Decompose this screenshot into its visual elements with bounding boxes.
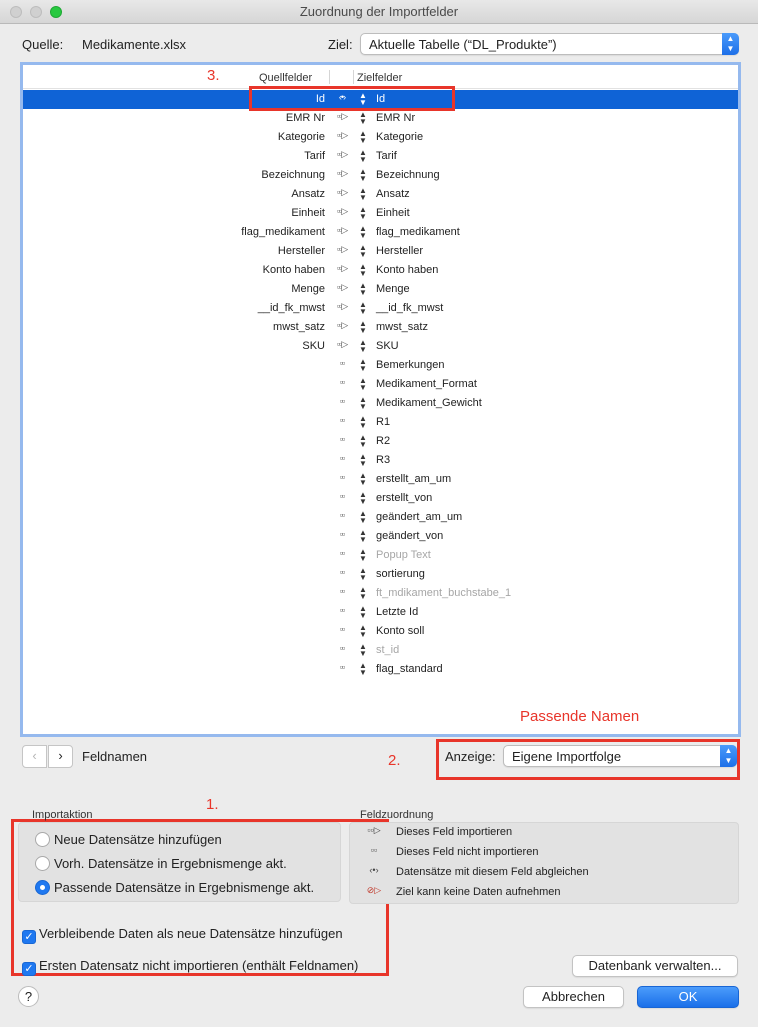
- field-mapping-label: Feldzuordnung: [360, 809, 434, 821]
- radio-icon[interactable]: [35, 832, 50, 847]
- anzeige-popup-value: Eigene Importfolge: [512, 749, 622, 764]
- reorder-handle-icon[interactable]: ▲ ▼: [359, 338, 367, 354]
- table-row[interactable]: [23, 242, 738, 261]
- next-record-button[interactable]: ›: [48, 745, 73, 768]
- annotation-step-1: 1.: [206, 796, 219, 813]
- mapping-arrow-icon[interactable]: ▫▫: [339, 605, 345, 615]
- mapping-arrow-icon[interactable]: ▫▫: [339, 586, 345, 596]
- table-row[interactable]: [23, 166, 738, 185]
- reorder-handle-icon[interactable]: ▲ ▼: [359, 262, 367, 278]
- window-title: Zuordnung der Importfelder: [299, 4, 459, 19]
- reorder-handle-icon[interactable]: ▲ ▼: [359, 585, 367, 601]
- mapping-arrow-icon[interactable]: ▫▫: [339, 491, 345, 501]
- target-popup-value: Aktuelle Tabelle (“DL_Produkte”): [369, 37, 557, 52]
- source-field: Tarif: [304, 150, 325, 162]
- table-row[interactable]: [23, 109, 738, 128]
- reorder-handle-icon[interactable]: ▲ ▼: [359, 642, 367, 658]
- table-row[interactable]: [23, 261, 738, 280]
- table-row[interactable]: [23, 299, 738, 318]
- source-field: Kategorie: [277, 131, 325, 143]
- table-row[interactable]: [23, 603, 738, 622]
- table-row[interactable]: [23, 337, 738, 356]
- reorder-handle-icon[interactable]: ▲ ▼: [359, 167, 367, 183]
- table-row[interactable]: [23, 413, 738, 432]
- table-row[interactable]: [23, 527, 738, 546]
- reorder-handle-icon[interactable]: ▲ ▼: [359, 148, 367, 164]
- reorder-handle-icon[interactable]: ▲ ▼: [359, 452, 367, 468]
- table-row[interactable]: [23, 660, 738, 679]
- target-field: geändert_am_um: [376, 511, 463, 523]
- table-row[interactable]: [23, 318, 738, 337]
- anzeige-label: Anzeige:: [445, 749, 496, 764]
- prev-record-button[interactable]: ‹: [22, 745, 47, 768]
- target-field: SKU: [376, 340, 399, 352]
- target-field: EMR Nr: [376, 112, 416, 124]
- legend-import-text: Dieses Feld importieren: [396, 826, 513, 838]
- table-row[interactable]: [23, 128, 738, 147]
- cancel-button[interactable]: Abbrechen: [523, 986, 624, 1008]
- radio-icon[interactable]: [35, 856, 50, 871]
- mapping-arrow-icon[interactable]: ▫▫▷: [336, 168, 348, 178]
- field-names-label: Feldnamen: [82, 749, 148, 764]
- target-field: ft_mdikament_buchstabe_1: [376, 587, 512, 599]
- reorder-handle-icon[interactable]: ▲ ▼: [359, 395, 367, 411]
- mapping-arrow-icon[interactable]: ▫▫: [339, 510, 345, 520]
- checkbox-add-remaining[interactable]: [22, 926, 343, 944]
- mapping-arrow-icon[interactable]: ▫▫: [339, 415, 345, 425]
- source-field: Ansatz: [291, 188, 325, 200]
- checkmark-icon[interactable]: ✓: [22, 930, 36, 944]
- radio-add-new-label: Neue Datensätze hinzufügen: [54, 832, 222, 847]
- checkmark-icon[interactable]: ✓: [22, 962, 36, 976]
- annotation-box-id-row: [249, 86, 455, 111]
- chevron-updown-icon: ▲ ▼: [722, 33, 739, 55]
- target-field: R3: [376, 454, 391, 466]
- source-label: Quelle:: [22, 37, 64, 52]
- table-row[interactable]: [23, 147, 738, 166]
- reorder-handle-icon[interactable]: ▲ ▼: [359, 357, 367, 373]
- source-field: EMR Nr: [285, 112, 325, 124]
- header-divider: [329, 70, 330, 84]
- header-divider: [353, 70, 354, 84]
- mapping-arrow-icon[interactable]: ▫▫▷: [336, 225, 348, 235]
- annotation-step-2: 2.: [388, 752, 401, 769]
- mapping-arrow-icon[interactable]: ▫▫▷: [336, 263, 348, 273]
- target-popup[interactable]: [360, 33, 739, 55]
- mapping-arrow-icon[interactable]: ▫▫: [339, 358, 345, 368]
- table-row[interactable]: [23, 394, 738, 413]
- reorder-handle-icon[interactable]: ▲ ▼: [359, 376, 367, 392]
- mapping-arrow-icon[interactable]: ▫▫: [339, 529, 345, 539]
- reorder-handle-icon[interactable]: ▲ ▼: [359, 623, 367, 639]
- table-row[interactable]: [23, 508, 738, 527]
- import-arrow-icon: ▫▫▷: [367, 825, 381, 835]
- target-field: geändert_von: [376, 530, 444, 542]
- mapping-arrow-icon[interactable]: ▫▫: [339, 548, 345, 558]
- target-field: Letzte Id: [376, 606, 419, 618]
- reorder-handle-icon[interactable]: ▲ ▼: [359, 224, 367, 240]
- target-field: Popup Text: [376, 549, 431, 561]
- target-field: Id: [376, 93, 386, 105]
- reorder-handle-icon[interactable]: ▲ ▼: [359, 243, 367, 259]
- import-action-label: Importaktion: [32, 809, 93, 821]
- target-field: mwst_satz: [376, 321, 428, 333]
- checkbox-skip-first-row-label: Ersten Datensatz nicht importieren (enthält Feldnamen): [39, 958, 359, 973]
- table-row[interactable]: [23, 451, 738, 470]
- mapping-arrow-icon[interactable]: ‹•›: [338, 92, 346, 102]
- source-file: Medikamente.xlsx: [82, 37, 187, 52]
- reorder-handle-icon[interactable]: ▲ ▼: [359, 604, 367, 620]
- reorder-handle-icon[interactable]: ▲ ▼: [359, 433, 367, 449]
- mapping-arrow-icon[interactable]: ▫▫▷: [336, 149, 348, 159]
- mapping-arrow-icon[interactable]: ▫▫: [339, 472, 345, 482]
- radio-update-existing[interactable]: [35, 856, 287, 871]
- target-field: sortierung: [376, 568, 425, 580]
- help-button[interactable]: ?: [18, 986, 39, 1007]
- reorder-handle-icon[interactable]: ▲ ▼: [359, 528, 367, 544]
- reorder-handle-icon[interactable]: ▲ ▼: [359, 414, 367, 430]
- radio-update-matching-label: Passende Datensätze in Ergebnismenge akt.: [54, 880, 315, 895]
- table-row[interactable]: [23, 356, 738, 375]
- mapping-arrow-icon[interactable]: ▫▫: [339, 396, 345, 406]
- legend-skip: [355, 842, 740, 862]
- reorder-handle-icon[interactable]: ▲ ▼: [359, 661, 367, 677]
- mapping-arrow-icon[interactable]: ▫▫: [339, 624, 345, 634]
- target-field: __id_fk_mwst: [376, 302, 444, 314]
- radio-selected-icon[interactable]: [35, 880, 50, 895]
- reorder-handle-icon[interactable]: ▲ ▼: [359, 91, 367, 107]
- target-field: Konto haben: [376, 264, 439, 276]
- field-mapping-table[interactable]: [20, 62, 741, 737]
- source-field: SKU: [302, 340, 325, 352]
- legend-match: [355, 862, 740, 882]
- mapping-arrow-icon[interactable]: ▫▫: [339, 453, 345, 463]
- target-field: flag_medikament: [376, 226, 460, 238]
- checkbox-skip-first-row[interactable]: [22, 958, 358, 976]
- mapping-arrow-icon[interactable]: ▫▫▷: [336, 282, 348, 292]
- target-field: Tarif: [376, 150, 397, 162]
- table-row[interactable]: [23, 204, 738, 223]
- source-field: Id: [315, 93, 325, 105]
- header-source-fields[interactable]: Quellfelder: [259, 72, 313, 84]
- table-row[interactable]: [23, 489, 738, 508]
- target-label: Ziel:: [328, 37, 353, 52]
- source-field: Hersteller: [277, 245, 325, 257]
- skip-icon: ▫▫: [370, 845, 378, 855]
- table-row[interactable]: [23, 432, 738, 451]
- source-field: Einheit: [291, 207, 325, 219]
- reorder-handle-icon[interactable]: ▲ ▼: [359, 129, 367, 145]
- table-row[interactable]: [23, 185, 738, 204]
- mapping-arrow-icon[interactable]: ▫▫: [339, 567, 345, 577]
- legend-match-text: Datensätze mit diesem Feld abgleichen: [396, 866, 589, 878]
- reorder-handle-icon[interactable]: ▲ ▼: [359, 300, 367, 316]
- header-target-fields[interactable]: Zielfelder: [357, 72, 403, 84]
- reorder-handle-icon[interactable]: ▲ ▼: [359, 186, 367, 202]
- table-row[interactable]: [23, 546, 738, 565]
- table-row[interactable]: [23, 584, 738, 603]
- reorder-handle-icon[interactable]: ▲ ▼: [359, 490, 367, 506]
- table-row[interactable]: [23, 375, 738, 394]
- mapping-arrow-icon[interactable]: ▫▫▷: [336, 320, 348, 330]
- mapping-arrow-icon[interactable]: ▫▫▷: [336, 339, 348, 349]
- legend-skip-text: Dieses Feld nicht importieren: [396, 846, 539, 858]
- radio-update-matching[interactable]: [35, 880, 314, 895]
- table-row[interactable]: [23, 280, 738, 299]
- chevron-updown-icon: ▲ ▼: [720, 745, 737, 767]
- table-row[interactable]: [23, 622, 738, 641]
- target-field: Medikament_Gewicht: [376, 397, 482, 409]
- legend-no-data: [355, 882, 740, 902]
- source-field: flag_medikament: [241, 226, 325, 238]
- legend-no-data-text: Ziel kann keine Daten aufnehmen: [396, 886, 561, 898]
- table-row[interactable]: [23, 223, 738, 242]
- target-field: Hersteller: [376, 245, 424, 257]
- reorder-handle-icon[interactable]: ▲ ▼: [359, 566, 367, 582]
- target-field: Bemerkungen: [376, 359, 445, 371]
- mapping-arrow-icon[interactable]: ▫▫: [339, 434, 345, 444]
- annotation-step-3: 3.: [207, 67, 220, 84]
- mapping-arrow-icon[interactable]: ▫▫▷: [336, 206, 348, 216]
- table-row[interactable]: [23, 565, 738, 584]
- target-field: erstellt_am_um: [376, 473, 452, 485]
- title-bar: [0, 0, 758, 24]
- anzeige-popup[interactable]: [503, 745, 737, 767]
- reorder-handle-icon[interactable]: ▲ ▼: [359, 110, 367, 126]
- reorder-handle-icon[interactable]: ▲ ▼: [359, 471, 367, 487]
- annotation-note: Passende Namen: [520, 708, 640, 725]
- source-field: __id_fk_mwst: [257, 302, 325, 314]
- target-field: R1: [376, 416, 391, 428]
- reorder-handle-icon[interactable]: ▲ ▼: [359, 547, 367, 563]
- no-data-icon: ⊘▷: [366, 885, 382, 895]
- target-field: flag_standard: [376, 663, 443, 675]
- radio-add-new[interactable]: [35, 832, 222, 847]
- mapping-arrow-icon[interactable]: ▫▫▷: [336, 130, 348, 140]
- target-field: Ansatz: [376, 188, 410, 200]
- mapping-arrow-icon[interactable]: ▫▫▷: [336, 187, 348, 197]
- mapping-arrow-icon[interactable]: ▫▫: [339, 662, 345, 672]
- target-field: Bezeichnung: [376, 169, 440, 181]
- target-field: Konto soll: [376, 625, 425, 637]
- reorder-handle-icon[interactable]: ▲ ▼: [359, 281, 367, 297]
- source-field: Konto haben: [262, 264, 325, 276]
- checkbox-add-remaining-label: Verbleibende Daten als neue Datensätze hinzufügen: [39, 926, 343, 941]
- target-field: Kategorie: [376, 131, 424, 143]
- target-field: Medikament_Format: [376, 378, 477, 390]
- table-row[interactable]: [23, 470, 738, 489]
- target-field: Menge: [376, 283, 410, 295]
- radio-update-existing-label: Vorh. Datensätze in Ergebnismenge akt.: [54, 856, 287, 871]
- reorder-handle-icon[interactable]: ▲ ▼: [359, 509, 367, 525]
- manage-database-button[interactable]: Datenbank verwalten...: [572, 955, 738, 977]
- legend-import: [355, 822, 740, 842]
- table-row[interactable]: [23, 641, 738, 660]
- source-field: Menge: [291, 283, 325, 295]
- mapping-arrow-icon[interactable]: ▫▫▷: [336, 244, 348, 254]
- reorder-handle-icon[interactable]: ▲ ▼: [359, 319, 367, 335]
- target-field: st_id: [376, 644, 400, 656]
- mapping-arrow-icon[interactable]: ▫▫: [339, 377, 345, 387]
- mapping-arrow-icon[interactable]: ▫▫▷: [336, 301, 348, 311]
- ok-button[interactable]: OK: [637, 986, 739, 1008]
- target-field: erstellt_von: [376, 492, 433, 504]
- match-icon: ‹•›: [369, 865, 379, 875]
- target-field: Einheit: [376, 207, 410, 219]
- source-field: Bezeichnung: [261, 169, 325, 181]
- mapping-arrow-icon[interactable]: ▫▫▷: [336, 111, 348, 121]
- reorder-handle-icon[interactable]: ▲ ▼: [359, 205, 367, 221]
- mapping-arrow-icon[interactable]: ▫▫: [339, 643, 345, 653]
- source-field: mwst_satz: [273, 321, 325, 333]
- target-field: R2: [376, 435, 391, 447]
